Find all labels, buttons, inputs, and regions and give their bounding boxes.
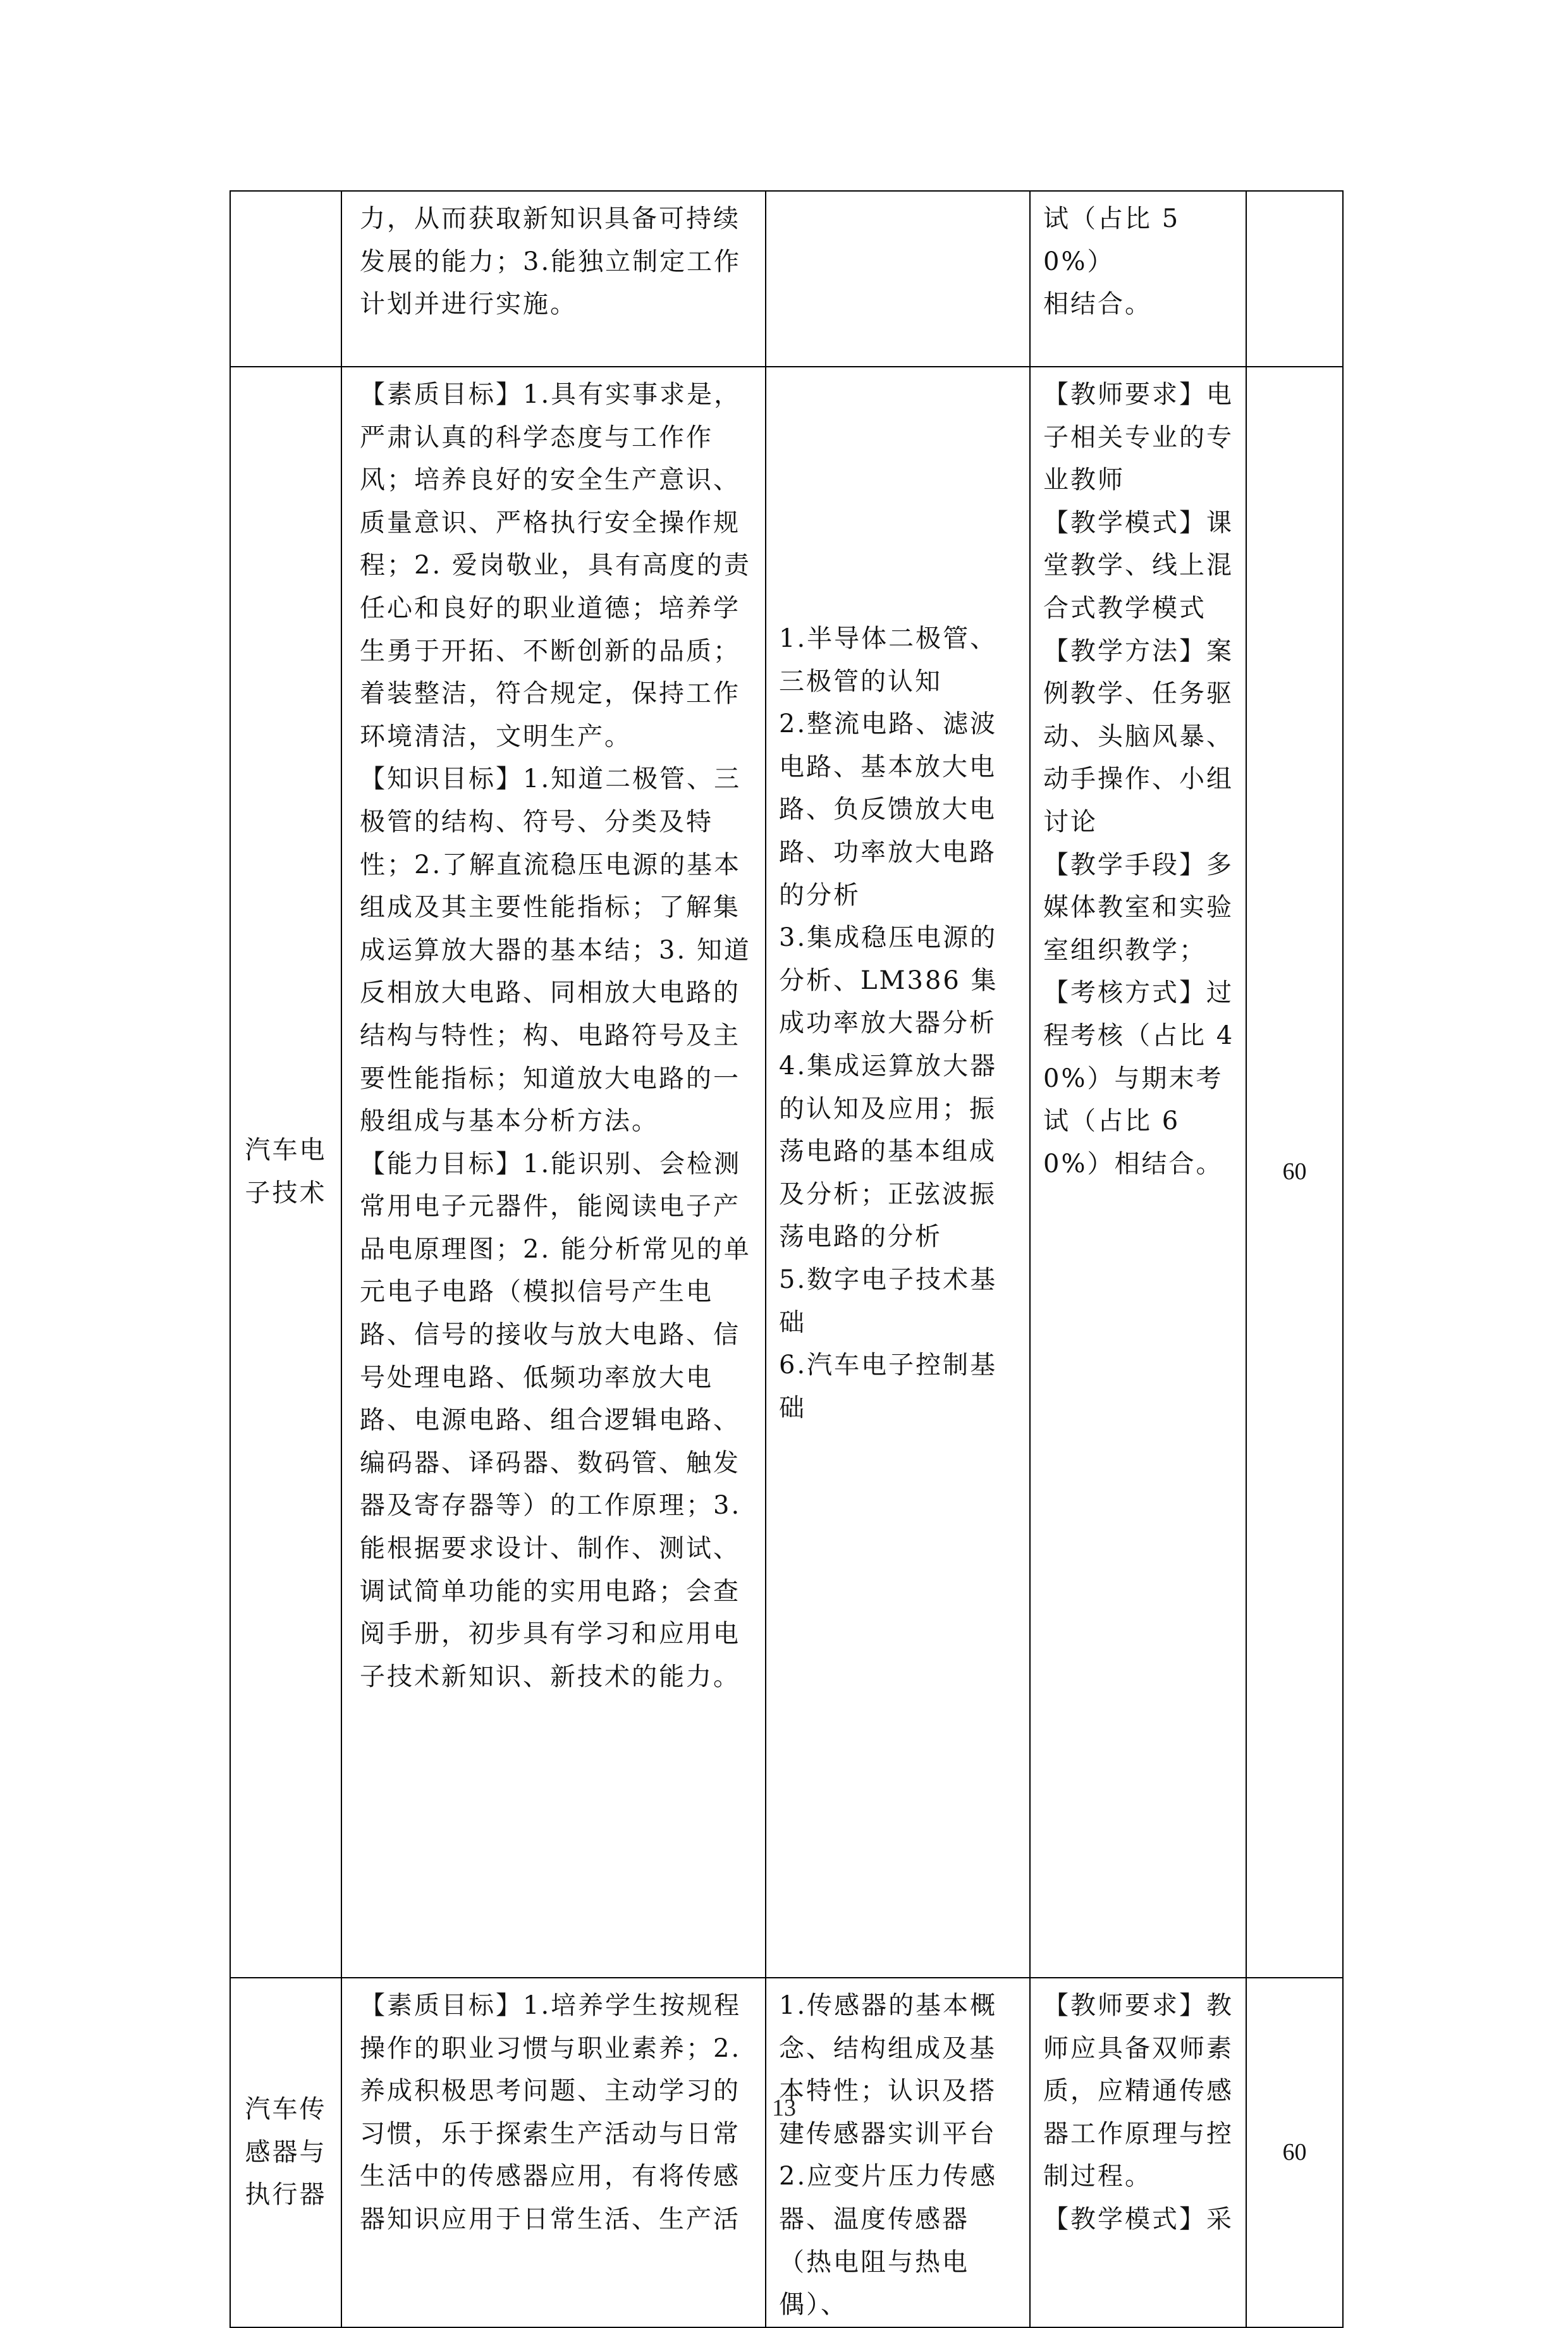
objectives-cell: 【素质目标】1.培养学生按规程操作的职业习惯与职业素养；2. 养成积极思考问题、主动学习的习惯，乐于探索生产活动与日常生活中的传感器应用，有将传感器知识应用于日常生活、生产活 [341, 1978, 766, 2327]
content-cell [766, 191, 1030, 367]
content-cell: 1.传感器的基本概念、结构组成及基本特性；认识及搭建传感器实训平台 2.应变片压力传感器、温度传感器（热电阻与热电偶）、 [766, 1978, 1030, 2327]
requirements-cell: 【教师要求】教师应具备双师素质，应精通传感器工作原理与控制过程。 【教学模式】采 [1030, 1978, 1246, 2327]
table-row [230, 191, 1343, 367]
hours-cell [1246, 191, 1343, 367]
objectives-cell: 【素质目标】1.具有实事求是，严肃认真的科学态度与工作作风；培养良好的安全生产意识、质量意识、严格执行安全操作规程；2. 爱岗敬业，具有高度的责任心和良好的职业道德；培养学生勇于开拓、不断创新的品质；着装整洁，符合规定，保持工作环境清洁，文明生产。 【知识目标】1.知道二极管、三极管的结构、符号、分类及特性；2.了解直流稳压电源的基本组成及其主要性能指标；了解集成运算放大器的基本结；3. 知道反相放大电路、同相放大电路的结构与特性；构、电路符号及主要性能指标；知道放大电路的一般组成与基本分析方法。 【能力目标】1.能识别、会检测常用电子元器件，能阅读电子产品电原理图；2. 能分析常见的单元电子电路（模拟信号产生电路、信号的接收与放大电路、信号处理电路、低频功率放大电路、电源电路、组合逻辑电路、编码器、译码器、数码管、触发器及寄存器等）的工作原理；3. 能根据要求设计、制作、测试、调试简单功能的实用电路；会查阅手册，初步具有学习和应用电子技术新知识、新技术的能力。 [341, 367, 766, 1978]
requirements-cell: 试（占比 50%） 相结合。 [1030, 191, 1246, 367]
content-cell: 1.半导体二极管、三极管的认知 2.整流电路、滤波电路、基本放大电路、负反馈放大电路、功率放大电路的分析 3.集成稳压电源的分析、LM386 集成功率放大器分析 4.集成运算放大器的认知及应用；振荡电路的基本组成及分析；正弦波振荡电路的分析 5.数字电子技术基础 6.汽车电子控制基础 [766, 367, 1030, 1978]
table-row [230, 1978, 1343, 2327]
hours-cell: 60 [1246, 1978, 1343, 2327]
page-number: 13 [772, 2095, 796, 2121]
course-name-cell: 汽车传感器与执行器 [230, 1978, 341, 2327]
objectives-cell: 力，从而获取新知识具备可持续发展的能力；3.能独立制定工作计划并进行实施。 [341, 191, 766, 367]
requirements-cell: 【教师要求】电子相关专业的专业教师 【教学模式】课堂教学、线上混合式教学模式 【教学方法】案例教学、任务驱动、头脑风暴、动手操作、小组讨论 【教学手段】多媒体教室和实验室组织教学； 【考核方式】过程考核（占比 40%）与期末考试（占比 60%）相结合。 [1030, 367, 1246, 1978]
course-name-cell [230, 191, 341, 367]
hours-cell: 60 [1246, 367, 1343, 1978]
table-row [230, 367, 1343, 1978]
course-name-cell: 汽车电子技术 [230, 367, 341, 1978]
course-table [230, 190, 1344, 2328]
